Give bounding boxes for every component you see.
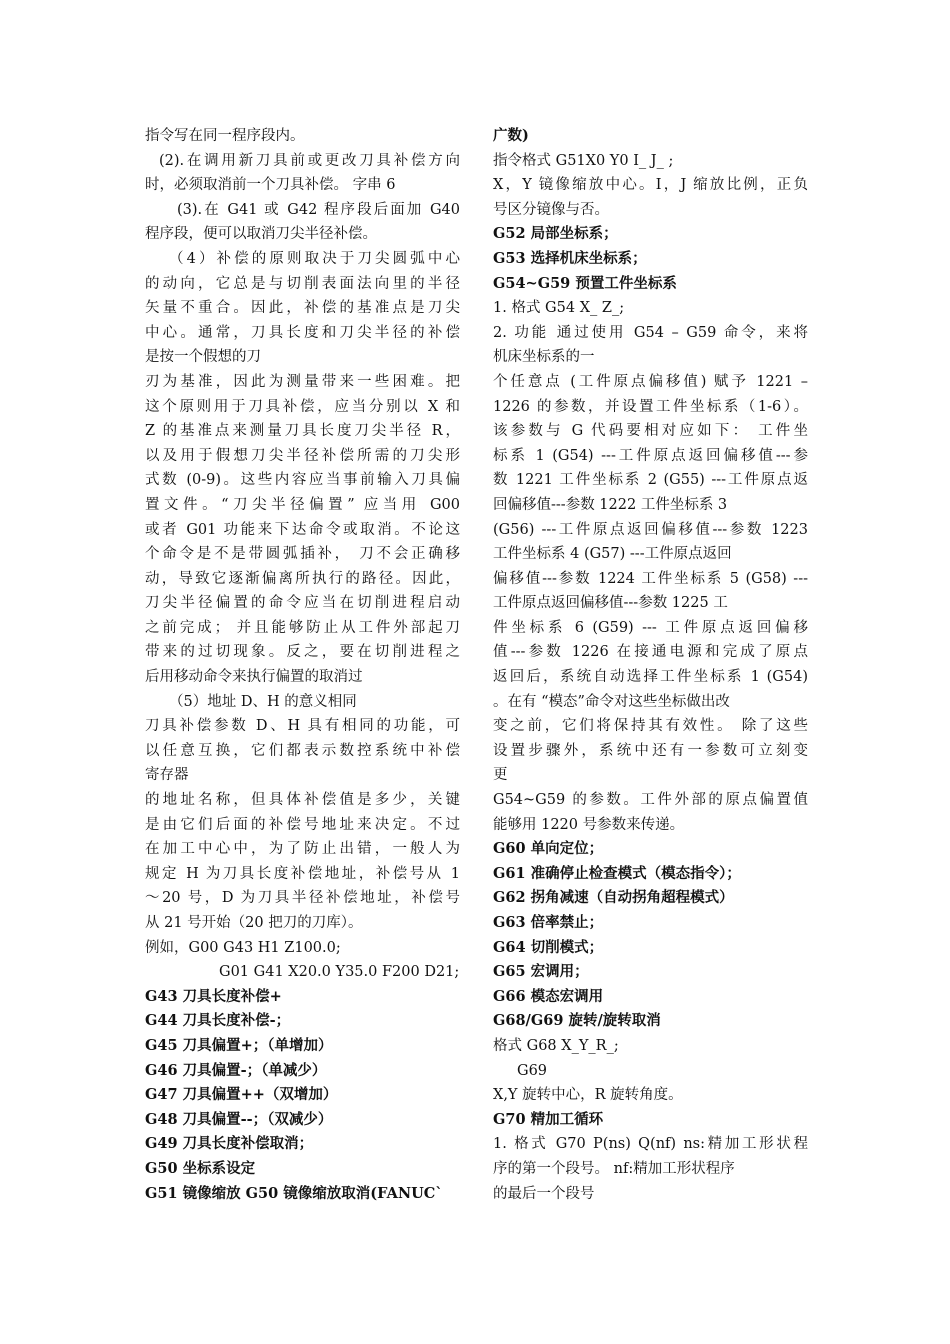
text-line: 的动向，它总是与切削表面法向里的半径 bbox=[145, 275, 460, 292]
text-line: G69 bbox=[517, 1062, 548, 1079]
text-line: 式数 (0-9)。这些内容应当事前输入刀具偏 bbox=[145, 472, 460, 489]
text-line: 2. 功能 通过使用 G54 – G59 命令，来将 bbox=[493, 324, 808, 341]
section-heading-line: G53 选择机床坐标系； bbox=[493, 249, 647, 267]
text-line: 1. 格式 G54 X_ Z_; bbox=[493, 300, 625, 317]
section-heading-line: G64 切削模式； bbox=[493, 938, 604, 956]
text-line: 标系 1 (G54) ---工件原点返回偏移值---参 bbox=[493, 447, 808, 464]
section-heading-line: G70 精加工循环 bbox=[493, 1110, 604, 1128]
text-line: 是按一个假想的刀 bbox=[145, 349, 261, 366]
text-line: 程序段，便可以取消刀尖半径补偿。 bbox=[145, 226, 377, 243]
section-heading-line: G52 局部坐标系； bbox=[493, 225, 618, 243]
section-heading-line: G43 刀具长度补偿+ bbox=[145, 987, 282, 1005]
section-heading-line: G68/G69 旋转/旋转取消 bbox=[493, 1012, 661, 1030]
text-line: （5）地址 D、H 的意义相同 bbox=[169, 693, 357, 710]
text-line: 格式 G68 X_Y_R_; bbox=[493, 1037, 619, 1054]
text-line: 个任意点 (工件原点偏移值) 赋予 1221 – bbox=[493, 373, 808, 390]
section-heading-line: G63 倍率禁止； bbox=[493, 914, 604, 931]
section-heading-line: 广数) bbox=[493, 127, 529, 144]
text-line: Z 的基准点来测量刀具长度刀尖半径 R， bbox=[145, 423, 460, 440]
text-line: 后用移动命令来执行偏置的取消过 bbox=[145, 669, 363, 686]
section-heading-line: G65 宏调用； bbox=[493, 963, 589, 981]
text-line: 1. 格式 G70 P(ns) Q(nf) ns:精加工形状程 bbox=[493, 1136, 808, 1153]
text-line: 刀尖半径偏置的命令应当在切削进程启动 bbox=[145, 595, 460, 612]
text-line: 例如，G00 G43 H1 Z100.0; bbox=[145, 939, 341, 956]
text-line: G01 G41 X20.0 Y35.0 F200 D21; bbox=[219, 964, 460, 981]
section-heading-line: G66 模态宏调用 bbox=[493, 987, 604, 1005]
text-line: 工件原点返回偏移值---参数 1225 工 bbox=[493, 595, 728, 612]
text-line: 在加工中心中，为了防止出错，一般人为 bbox=[145, 841, 460, 858]
text-line: 设置步骤外，系统中还有一参数可立刻变 bbox=[493, 742, 808, 759]
text-line: 矢量不重合。因此，补偿的基准点是刀尖 bbox=[145, 300, 460, 317]
text-line: X,Y 旋转中心，R 旋转角度。 bbox=[493, 1087, 683, 1104]
text-line: 之前完成； 并且能够防止从工件外部起刀 bbox=[145, 619, 460, 636]
text-line: (3).在 G41 或 G42 程序段后面加 G40 bbox=[177, 201, 460, 218]
text-line: X，Y 镜像缩放中心。I，J 缩放比例，正负 bbox=[493, 177, 808, 194]
text-line: 动，导致它逐渐偏离所执行的路径。因此， bbox=[145, 570, 460, 587]
text-line: 以及用于假想刀尖半径补偿所需的刀尖形 bbox=[145, 447, 460, 464]
text-line: ～20 号，D 为刀具半径补偿地址，补偿号 bbox=[145, 890, 460, 907]
section-heading-line: G54~G59 预置工件坐标系 bbox=[493, 274, 677, 292]
text-line: 能够用 1220 号参数来传递。 bbox=[493, 816, 685, 833]
text-line: 以任意互换，它们都表示数控系统中补偿 bbox=[145, 742, 460, 759]
text-line: 值---参数 1226 在接通电源和完成了原点 bbox=[493, 644, 808, 661]
text-line: 返回后，系统自动选择工件坐标系 1 (G54) bbox=[493, 669, 808, 686]
text-line: 寄存器 bbox=[145, 767, 189, 784]
text-line: 机床坐标系的一 bbox=[493, 349, 595, 366]
text-line: 回偏移值---参数 1222 工件坐标系 3 bbox=[493, 496, 728, 513]
section-heading-line: G48 刀具偏置--；（双减少） bbox=[145, 1110, 333, 1128]
text-line: 置文件。“刀尖半径偏置” 应当用 G00 bbox=[145, 496, 460, 513]
text-line: 中心。通常，刀具长度和刀尖半径的补偿 bbox=[145, 324, 460, 341]
section-heading-line: G61 准确停止检查模式（模态指令）； bbox=[493, 864, 741, 882]
section-heading-line: G47 刀具偏置++（双增加） bbox=[145, 1086, 338, 1104]
section-heading-line: G49 刀具长度补偿取消； bbox=[145, 1135, 314, 1153]
text-line: 或者 G01 功能来下达命令或取消。不论这 bbox=[145, 521, 460, 538]
text-line: 序的第一个段号。 nf:精加工形状程序 bbox=[493, 1160, 735, 1177]
text-line: G54~G59 的参数。工件外部的原点偏置值 bbox=[493, 792, 808, 809]
text-line: 是由它们后面的补偿号地址来决定。不过 bbox=[145, 816, 460, 833]
text-line: 数 1221 工件坐标系 2 (G55) ---工件原点返 bbox=[493, 472, 808, 489]
section-heading-line: G51 镜像缩放 G50 镜像缩放取消(FANUC` bbox=[145, 1184, 443, 1202]
text-line: 从 21 号开始（20 把刀的刀库）。 bbox=[145, 915, 363, 931]
text-line: 带来的过切现象。反之，要在切削进程之 bbox=[145, 644, 460, 661]
text-line: 刃为基准，因此为测量带来一些困难。把 bbox=[145, 373, 460, 390]
text-line: 这个原则用于刀具补偿，应当分别以 X 和 bbox=[145, 398, 460, 415]
text-line: 1226 的参数，并设置工件坐标系（1-6）。 bbox=[493, 398, 808, 415]
text-line: (G56) ---工件原点返回偏移值---参数 1223 bbox=[493, 521, 808, 538]
text-line: 工件坐标系 4 (G57) ---工件原点返回 bbox=[493, 546, 732, 563]
section-heading-line: G46 刀具偏置-；（单减少） bbox=[145, 1061, 327, 1079]
text-line: 时，必须取消前一个刀具补偿。 字串 6 bbox=[145, 177, 396, 194]
section-heading-line: G62 拐角减速（自动拐角超程模式） bbox=[493, 889, 734, 907]
text-line: 规定 H 为刀具长度补偿地址，补偿号从 1 bbox=[145, 865, 460, 882]
text-line: 的地址名称，但具体补偿值是多少，关键 bbox=[145, 792, 460, 809]
section-heading-line: G50 坐标系设定 bbox=[145, 1159, 256, 1177]
section-heading-line: G44 刀具长度补偿-； bbox=[145, 1012, 291, 1030]
text-line: 件坐标系 6 (G59) --- 工件原点返回偏移 bbox=[493, 619, 808, 636]
text-line: 更 bbox=[493, 767, 508, 784]
left-text-column bbox=[145, 124, 460, 1206]
text-line: （4）补偿的原则取决于刀尖圆弧中心 bbox=[169, 250, 460, 267]
text-line: (2).在调用新刀具前或更改刀具补偿方向 bbox=[159, 152, 460, 169]
text-line: 的最后一个段号 bbox=[493, 1185, 595, 1202]
text-line: 指令写在同一程序段内。 bbox=[145, 128, 305, 144]
section-heading-line: G60 单向定位； bbox=[493, 840, 604, 858]
text-line: 。在有 “模态”命令对这些坐标做出改 bbox=[493, 693, 730, 710]
text-line: 变之前，它们将保持其有效性。 除了这些 bbox=[493, 718, 808, 735]
text-line: 指令格式 G51X0 Y0 I_ J_ ; bbox=[493, 152, 674, 169]
text-line: 偏移值---参数 1224 工件坐标系 5 (G58) --- bbox=[493, 570, 808, 587]
text-line: 刀具补偿参数 D、H 具有相同的功能，可 bbox=[145, 718, 460, 735]
text-line: 该参数与 G 代码要相对应如下： 工件坐 bbox=[493, 423, 808, 440]
text-line: 个命令是不是带圆弧插补， 刀不会正确移 bbox=[145, 546, 460, 563]
text-line: 号区分镜像与否。 bbox=[493, 201, 609, 218]
right-text-column bbox=[493, 124, 808, 1206]
section-heading-line: G45 刀具偏置+；（单增加） bbox=[145, 1036, 333, 1054]
